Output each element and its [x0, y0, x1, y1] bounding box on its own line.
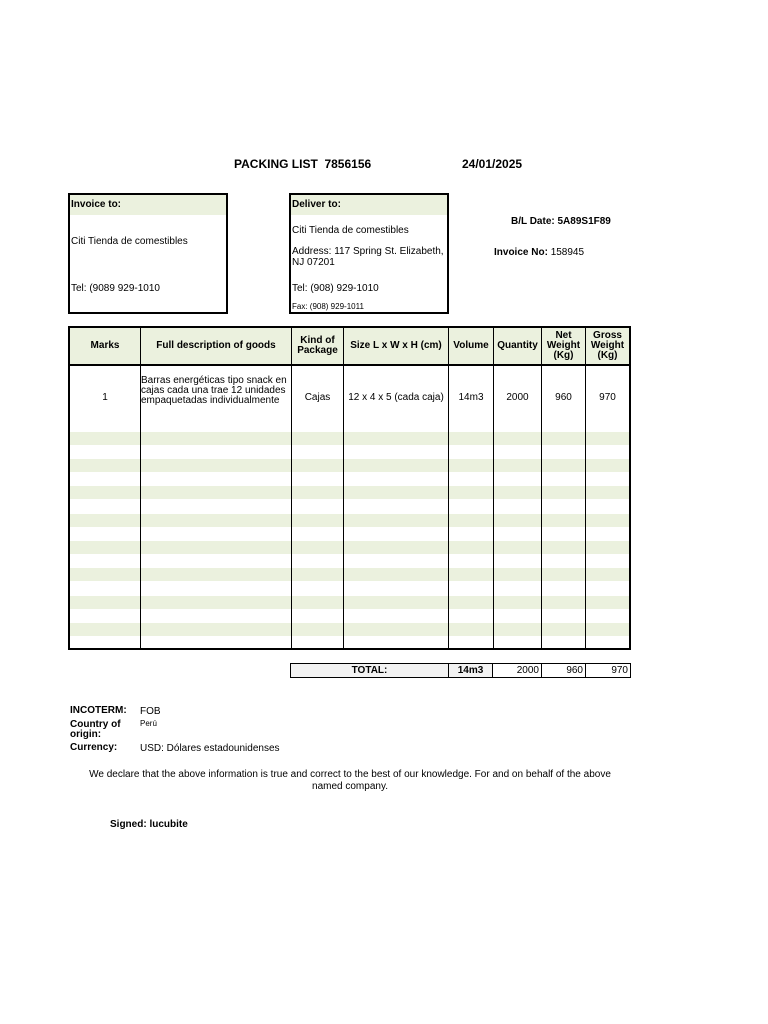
document-date: 24/01/2025	[462, 157, 523, 171]
signature: Signed: lucubite	[110, 819, 188, 830]
cell-description: Barras energéticas tipo snack en cajas cada una trae 12 unidades empaquetadas individualmente	[141, 375, 287, 406]
column-divider	[493, 328, 494, 648]
incoterm-label: INCOTERM:	[70, 705, 127, 716]
column-header-package: Kind of Package	[292, 328, 343, 364]
empty-row	[70, 541, 629, 554]
currency-value: USD: Dólares estadounidenses	[140, 743, 280, 754]
invoice-number	[494, 247, 584, 258]
empty-row	[70, 514, 629, 527]
empty-row	[70, 596, 629, 609]
goods-table	[68, 326, 631, 650]
total-volume: 14m3	[448, 663, 493, 678]
deliver-to-tel: Tel: (908) 929-1010	[292, 283, 379, 294]
country-value: Perú	[140, 719, 157, 728]
empty-row	[70, 623, 629, 636]
invoice-to-tel: Tel: (9089 929-1010	[71, 283, 160, 294]
column-divider	[448, 328, 449, 648]
total-quantity: 2000	[492, 663, 542, 678]
deliver-to-label: Deliver to:	[291, 195, 447, 215]
document-title: PACKING LIST 7856156	[234, 157, 372, 171]
empty-row	[70, 486, 629, 499]
column-divider	[541, 328, 542, 648]
cell-size: 12 x 4 x 5 (cada caja)	[348, 392, 444, 403]
column-header-size: Size L x W x H (cm)	[344, 328, 448, 364]
total-net-weight: 960	[541, 663, 586, 678]
invoice-to-name: Citi Tienda de comestibles	[71, 236, 188, 247]
column-header-gross-weight: Gross Weight (Kg)	[586, 328, 629, 364]
column-divider	[585, 328, 586, 648]
invoice-number-value: 158945	[550, 247, 585, 258]
empty-row	[70, 432, 629, 445]
column-header-marks: Marks	[70, 328, 140, 364]
total-gross-weight: 970	[585, 663, 631, 678]
invoice-to-box	[68, 193, 228, 314]
deliver-to-address-line1: Address: 117 Spring St. Elizabeth,	[292, 246, 444, 257]
cell-volume: 14m3	[458, 392, 484, 403]
cell-marks: 1	[102, 392, 108, 403]
column-header-net-weight: Net Weight (Kg)	[542, 328, 585, 364]
currency-label: Currency:	[70, 742, 118, 753]
column-header-quantity: Quantity	[494, 328, 541, 364]
bl-date: B/L Date: 5A89S1F89	[511, 216, 611, 227]
cell-net-weight: 960	[555, 392, 572, 403]
invoice-number-label: Invoice No:	[494, 247, 548, 258]
invoice-to-label: Invoice to:	[70, 195, 226, 215]
header-divider	[70, 364, 629, 366]
column-header-volume: Volume	[449, 328, 493, 364]
deliver-to-name: Citi Tienda de comestibles	[292, 225, 409, 236]
cell-gross-weight: 970	[599, 392, 616, 403]
deliver-to-box	[289, 193, 449, 314]
column-divider	[343, 328, 344, 648]
declaration-text: We declare that the above information is true and correct to the best of our knowledge. For and on behalf of the above named company.	[89, 769, 611, 792]
column-header-description: Full description of goods	[141, 328, 291, 364]
country-label-line2: origin:	[70, 729, 102, 740]
incoterm-value: FOB	[140, 706, 161, 717]
deliver-to-address-line2: NJ 07201	[292, 257, 335, 268]
empty-row	[70, 459, 629, 472]
empty-row	[70, 568, 629, 581]
cell-package: Cajas	[304, 392, 331, 403]
deliver-to-fax: Fax: (908) 929-1011	[292, 302, 364, 311]
cell-quantity: 2000	[506, 392, 529, 403]
country-label-line1: Country of	[70, 719, 121, 730]
total-label: TOTAL:	[290, 663, 449, 678]
column-divider	[291, 328, 292, 648]
